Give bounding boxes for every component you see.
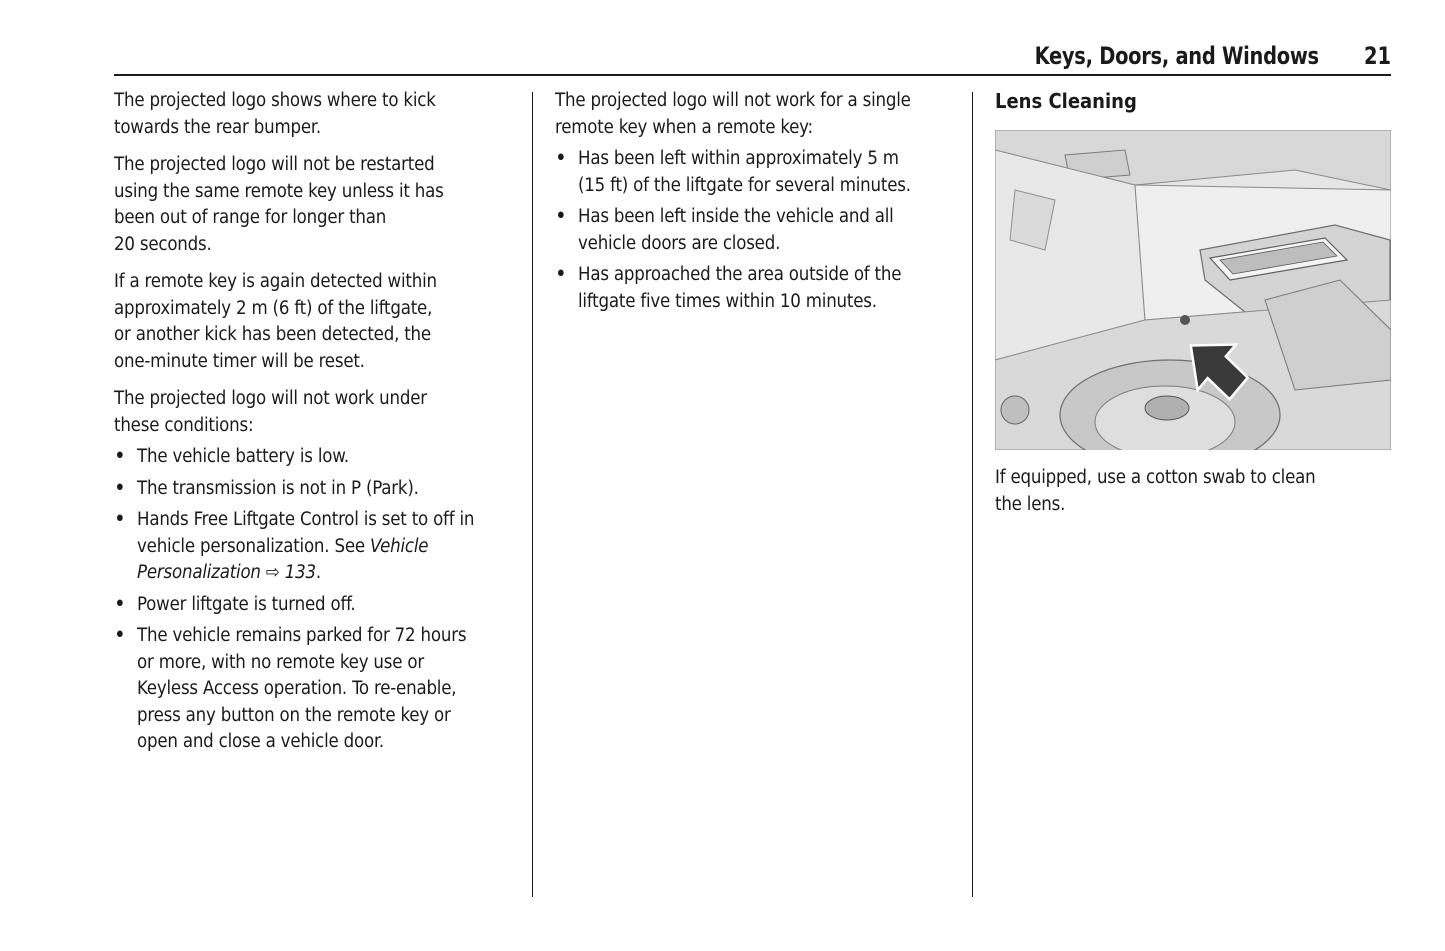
- list-item: • The transmission is not in P (Park).: [114, 476, 514, 503]
- column-1: [114, 88, 514, 761]
- list-item: • Has been left inside the vehicle and all vehicle doors are closed.: [555, 204, 955, 257]
- list-item: • The vehicle remains parked for 72 hours or more, with no remote key use or Keyless Access operation. To re-enable, press any button on the remote key or open and close a vehicle door.: [114, 623, 514, 756]
- single-key-list: [555, 146, 955, 315]
- list-item: • Has been left within approximately 5 m (15 ft) of the liftgate for several minutes.: [555, 146, 955, 199]
- paragraph-timer-reset: If a remote key is again detected within approximately 2 m (6 ft) of the liftgate, or another kick has been detected, the one-minute timer will be reset.: [114, 271, 437, 372]
- conditions-list: [114, 444, 514, 756]
- column-2: [555, 88, 955, 320]
- paragraph-conditions-intro: The projected logo will not work under these conditions:: [114, 388, 427, 436]
- page-ref-number[interactable]: 133: [284, 562, 316, 583]
- list-item: • The vehicle battery is low.: [114, 444, 514, 471]
- list-item: • Power liftgate is turned off.: [114, 592, 514, 619]
- vehicle-personalization-link-cont[interactable]: Personalization: [137, 562, 261, 583]
- list-item: • Has approached the area outside of the liftgate five times within 10 minutes.: [555, 262, 955, 315]
- lens-cleaning-caption: If equipped, use a cotton swab to clean the lens.: [995, 467, 1316, 515]
- paragraph-kick-location: The projected logo shows where to kick towards the rear bumper.: [114, 90, 436, 138]
- rear-bumper-lens-illustration: [995, 130, 1391, 450]
- column-divider-2: [972, 92, 973, 897]
- vehicle-personalization-link[interactable]: Vehicle: [370, 535, 429, 557]
- page-ref-arrow-icon: ⇨: [265, 562, 280, 583]
- column-divider-1: [532, 92, 533, 897]
- page-number: 21: [1363, 42, 1391, 70]
- column-3: [995, 88, 1391, 129]
- list-item: • Hands Free Liftgate Control is set to off in vehicle personalization. See Vehicle Personalization ⇨ 133.: [114, 507, 514, 587]
- lens-cleaning-heading: Lens Cleaning: [995, 89, 1137, 113]
- paragraph-single-key-intro: The projected logo will not work for a single remote key when a remote key:: [555, 90, 911, 138]
- paragraph-restart: The projected logo will not be restarted using the same remote key unless it has been out of range for longer than 20 seconds.: [114, 154, 444, 255]
- page-header: [114, 40, 1391, 76]
- section-title: Keys, Doors, and Windows: [1034, 42, 1319, 70]
- bumper-illustration-icon: [995, 130, 1391, 450]
